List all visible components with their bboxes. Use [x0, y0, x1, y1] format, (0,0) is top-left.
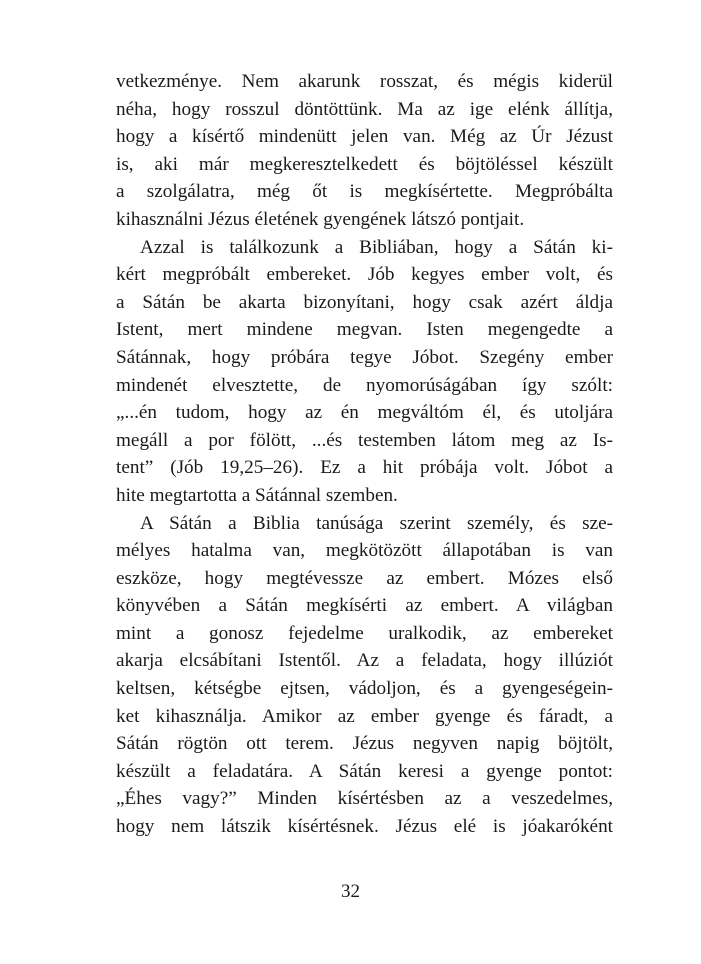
text-line: megáll a por fölött, ...és testemben látom meg az Is- [116, 429, 613, 451]
text-line: mélyes hatalma van, megkötözött állapotában is van [116, 540, 613, 562]
paragraph-2 [116, 234, 613, 510]
text-line: Istent, mert mindene megvan. Isten megengedte a [116, 319, 613, 341]
text-line: hogy a kísértő mindenütt jelen van. Még az Úr Jézust [116, 126, 613, 148]
text-line: tent” (Jób 19,25–26). Ez a hit próbája volt. Jóbot a [116, 457, 613, 479]
text-line: mint a gonosz fejedelme uralkodik, az embereket [116, 622, 613, 644]
text-line: kihasználni Jézus életének gyengének látszó pontjait. [116, 208, 525, 230]
text-line: kért megpróbált embereket. Jób kegyes ember volt, és [116, 264, 613, 286]
text-line: Sátánnak, hogy próbára tegye Jóbot. Szegény ember [116, 346, 613, 368]
text-line: Azzal is találkozunk a Bibliában, hogy a Sátán ki- [140, 236, 613, 258]
text-line: „Éhes vagy?” Minden kísértésben az a veszedelmes, [116, 788, 613, 810]
text-line: ket kihasználja. Amikor az ember gyenge és fáradt, a [116, 705, 613, 727]
text-line: Sátán rögtön ott terem. Jézus negyven napig böjtölt, [116, 733, 613, 755]
text-line: hogy nem látszik kísértésnek. Jézus elé is jóakaróként [116, 816, 613, 838]
paragraph-1 [116, 68, 613, 234]
page-number: 32 [341, 881, 360, 902]
text-line: a szolgálatra, még őt is megkísértette. Megpróbálta [116, 181, 613, 203]
text-line: akarja elcsábítani Istentől. Az a feladata, hogy illúziót [116, 650, 613, 672]
paragraph-3 [116, 510, 613, 841]
text-line: eszköze, hogy megtévessze az embert. Mózes első [116, 567, 613, 589]
text-line: mindenét elvesztette, de nyomorúságában így szólt: [116, 374, 613, 396]
text-line: is, aki már megkeresztelkedett és böjtöléssel készült [116, 153, 613, 175]
text-line: néha, hogy rosszul döntöttünk. Ma az ige elénk állítja, [116, 98, 613, 120]
text-line: hite megtartotta a Sátánnal szemben. [116, 484, 398, 506]
text-line: „...én tudom, hogy az én megváltóm él, és utoljára [116, 402, 613, 424]
text-line: keltsen, kétségbe ejtsen, vádoljon, és a gyengeségein- [116, 678, 613, 700]
text-line: vetkezménye. Nem akarunk rosszat, és mégis kiderül [116, 71, 613, 92]
text-line: készült a feladatára. A Sátán keresi a gyenge pontot: [116, 760, 613, 782]
text-line: A Sátán a Biblia tanúsága szerint személy, és sze- [140, 512, 613, 534]
text-line: könyvében a Sátán megkísérti az embert. A világban [116, 595, 613, 617]
page-text-block [116, 68, 613, 841]
text-line: a Sátán be akarta bizonyítani, hogy csak azért áldja [116, 291, 613, 313]
